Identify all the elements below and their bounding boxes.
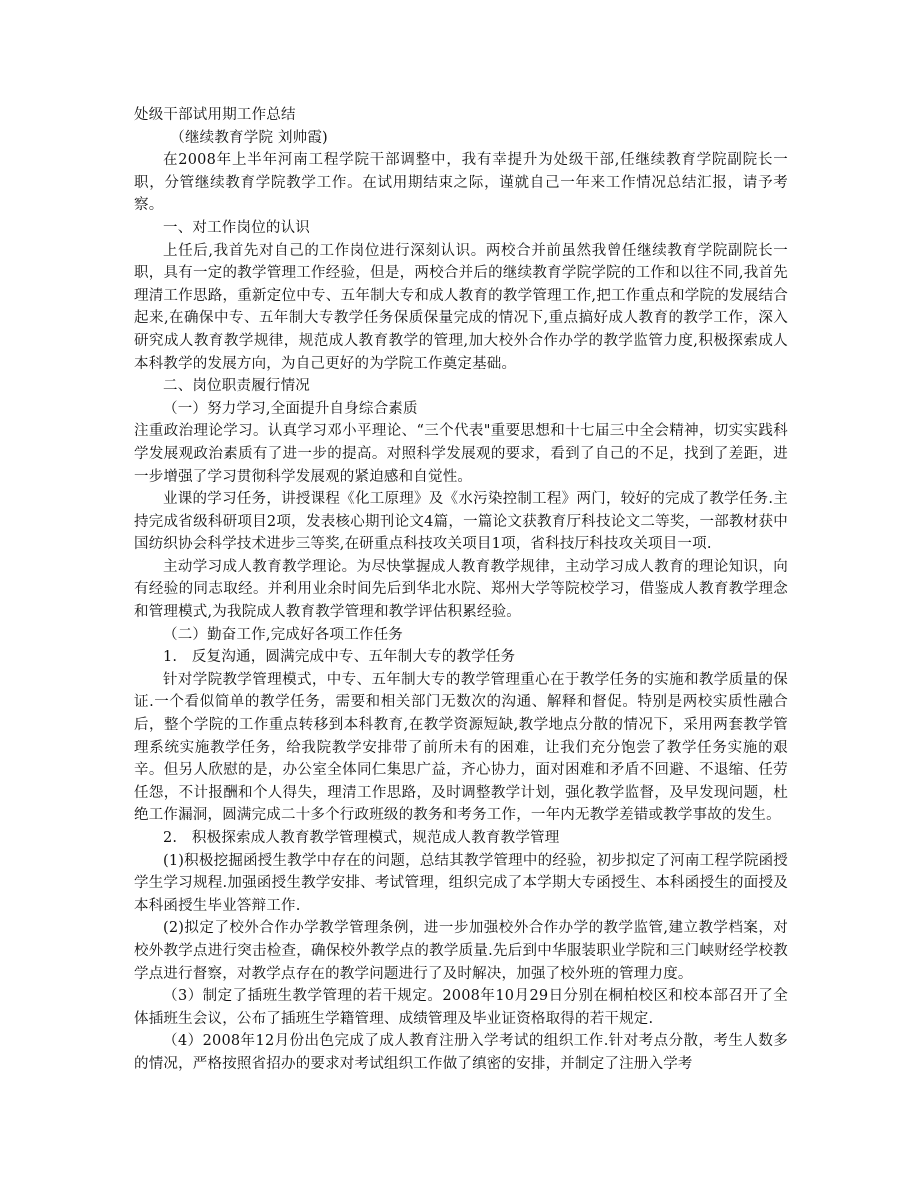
paragraph: (1)积极挖掘函授生教学中存在的问题，总结其教学管理中的经验，初步拟定了河南工程学院函授学生学习规程.加强函授生教学安排、考试管理，组织完成了本学期大专函授生、本科函授生的面授及本科函授生毕业答辩工作. (134, 852, 788, 914)
paragraph: (2)拟定了校外合作办学教学管理条例，进一步加强校外合作办学的教学监管,建立教学档案，对校外教学点进行突击检查，确保校外教学点的教学质量.先后到中华服装职业学院和三门峡财经学校教学点进行督察，对教学点存在的教学问题进行了及时解决，加强了校外班的管理力度。 (134, 920, 788, 982)
paragraph: （3）制定了插班生教学管理的若干规定。2008年10月29日分别在桐柏校区和校本部召开了全体插班生会议，公布了插班生学籍管理、成绩管理及毕业证资格取得的若干规定. (134, 988, 788, 1027)
document-body (134, 149, 788, 1075)
paragraph: （4）2008年12月份出色完成了成人教育注册入学考试的组织工作.针对考点分散，考生人数多的情况，严格按照省招办的要求对考试组织工作做了缜密的安排，并制定了注册入学考 (134, 1033, 788, 1072)
paragraph: 针对学院教学管理模式，中专、五年制大专的教学管理重心在于教学任务的实施和教学质量的保证.一个看似简单的教学任务，需要和相关部门无数次的沟通、解释和督促。特别是两校实质性融合后，整个学院的工作重点转移到本科教育,在教学资源短缺,教学地点分散的情况下，采用两套教学管理系统实施教学任务，给我院教学安排带了前所未有的困难，让我们充分饱尝了教学任务实施的艰辛。但另人欣慰的是，办公室全体同仁集思广益，齐心协力，面对困难和矛盾不回避、不退缩、任劳任怨，不计报酬和个人得失，理清工作思路，及时调整教学计划，强化教学监督，及早发现问题，杜绝工作漏洞，圆满完成二十多个行政班级的教务和考务工作，一年内无教学差错或教学事故的发生。 (134, 671, 788, 824)
paragraph: 一、对工作岗位的认识 (163, 219, 310, 236)
document-author: （继续教育学院 刘帅霞) (170, 129, 328, 146)
paragraph: 二、岗位职责履行情况 (163, 378, 310, 395)
paragraph: 在2008年上半年河南工程学院干部调整中，我有幸提升为处级干部,任继续教育学院副院长一职，分管继续教育学院教学工作。在试用期结束之际，谨就自己一年来工作情况总结汇报，请予考察。 (134, 152, 788, 214)
paragraph: 业课的学习任务，讲授课程《化工原理》及《水污染控制工程》两门，较好的完成了教学任务.主持完成省级科研项目2项，发表核心期刊论文4篇，一篇论文获教育厅科技论文二等奖，一部教材获中国纺织协会科学技术进步三等奖,在研重点科技攻关项目1项，省科技厅科技攻关项目一项. (134, 491, 788, 553)
paragraph: 2. 积极探索成人教育教学管理模式，规范成人教育教学管理 (163, 830, 560, 846)
document-title: 处级干部试用期工作总结 (134, 107, 296, 123)
paragraph: （一）努力学习,全面提升自身综合素质 (163, 400, 418, 417)
paragraph: 1. 反复沟通，圆满完成中专、五年制大专的教学任务 (163, 649, 516, 666)
paragraph: 上任后,我首先对自己的工作岗位进行深刻认识。两校合并前虽然我曾任继续教育学院副院长一职，具有一定的教学管理工作经验，但是，两校合并后的继续教育学院学院的工作和以往不同,我首先理清工作思路，重新定位中专、五年制大专和成人教育的教学管理工作,把工作重点和学院的发展结合起来,在确保中专、五年制大专教学任务保质保量完成的情况下,重点搞好成人教育的教学工作，深入研究成人教育教学规律，规范成人教育教学的管理,加大校外合作办学的教学监管力度,积极探索成人本科教学的发展方向，为自己更好的为学院工作奠定基础。 (134, 242, 788, 372)
paragraph: 注重政治理论学习。认真学习邓小平理论、“三个代表"重要思想和十七届三中全会精神，切实实践科学发展观政治素质有了进一步的提高。对照科学发展观的要求，看到了自己的不足，找到了差距，进一步增强了学习贯彻科学发展观的紧迫感和自觉性。 (134, 423, 788, 485)
document-page (134, 104, 788, 1076)
paragraph: （二）勤奋工作,完成好各项工作任务 (163, 626, 404, 643)
paragraph: 主动学习成人教育教学理论。为尽快掌握成人教育教学规律，主动学习成人教育的理论知识，向有经验的同志取经。并利用业余时间先后到华北水院、郑州大学等院校学习，借鉴成人教育教学理念和管理模式,为我院成人教育教学管理和教学评估积累经验。 (134, 558, 788, 621)
